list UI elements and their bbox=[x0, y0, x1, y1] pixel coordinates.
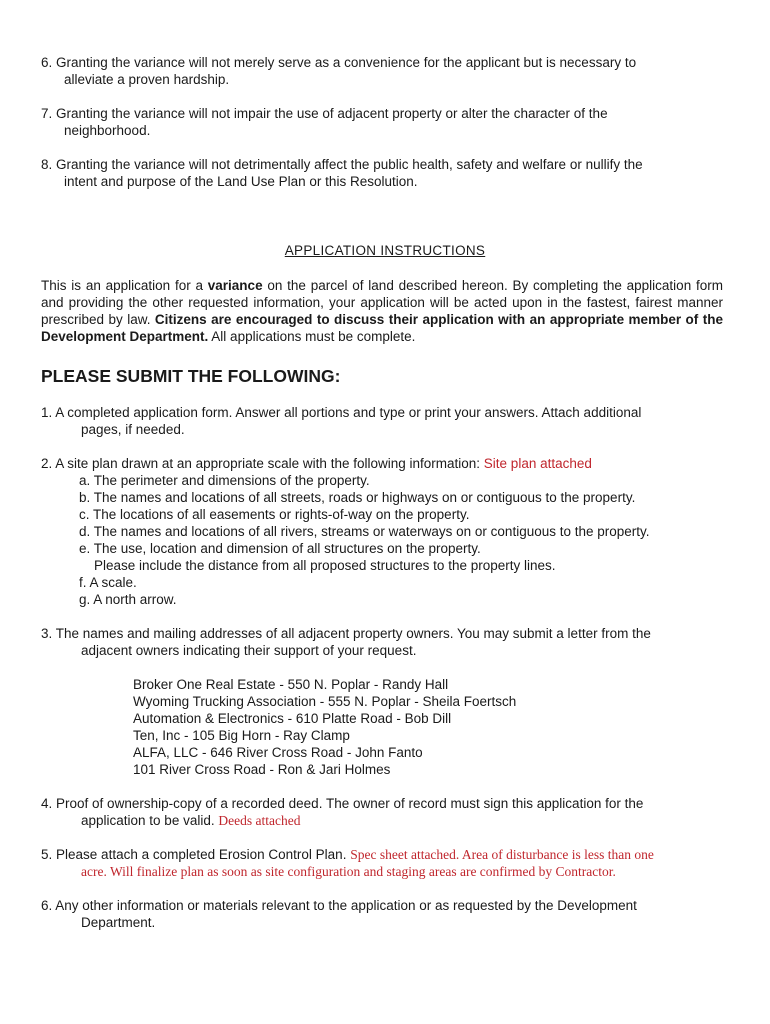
intro-text-2: on the parcel of land described hereon. By completing the application form and providing the other requested information, your application will be acted upon in the fastest, fairest manner prescribed by law. bbox=[41, 278, 723, 327]
item-number: 3. bbox=[41, 626, 53, 641]
adjacent-owner: Broker One Real Estate - 550 N. Poplar - Randy Hall bbox=[133, 677, 449, 692]
site-plan-subitem-e: e. The use, location and dimension of all structures on the property. bbox=[79, 541, 481, 556]
item-text-cont: pages, if needed. bbox=[81, 422, 185, 437]
site-plan-subitem-c: c. The locations of all easements or rights-of-way on the property. bbox=[79, 507, 470, 522]
site-plan-subitem-b: b. The names and locations of all streets, roads or highways on or contiguous to the property. bbox=[79, 490, 636, 505]
criterion-text-cont: alleviate a proven hardship. bbox=[64, 72, 230, 87]
intro-text-3: All applications must be complete. bbox=[208, 329, 416, 344]
application-instructions-heading: APPLICATION INSTRUCTIONS bbox=[284, 243, 486, 258]
criterion-number: 7. bbox=[41, 106, 53, 121]
adjacent-owners-list bbox=[41, 676, 723, 778]
item-text-cont: adjacent owners indicating their support of your request. bbox=[81, 643, 417, 658]
item-text-cont: application to be valid. bbox=[81, 813, 215, 828]
criterion-number: 8. bbox=[41, 157, 53, 172]
item-number: 4. bbox=[41, 796, 53, 811]
criterion-text: Granting the variance will not detrimentally affect the public health, safety and welfare or nullify the bbox=[56, 157, 643, 172]
submission-item-5 bbox=[41, 846, 723, 880]
submit-heading: PLEASE SUBMIT THE FOLLOWING: bbox=[41, 366, 341, 386]
item-number: 6. bbox=[41, 898, 53, 913]
submission-item-4 bbox=[41, 795, 723, 829]
item-text: A site plan drawn at an appropriate scale with the following information: bbox=[55, 456, 481, 471]
intro-bold-variance: variance bbox=[207, 278, 263, 293]
submission-item-2 bbox=[41, 455, 723, 608]
intro-bold-citizens: Citizens are encouraged to discuss their application with an appropriate member of the Development Department. bbox=[41, 312, 723, 344]
intro-text-1: This is an application for a bbox=[41, 278, 208, 293]
item-number: 1. bbox=[41, 405, 53, 420]
criterion-text-cont: neighborhood. bbox=[64, 123, 151, 138]
adjacent-owner: Wyoming Trucking Association - 555 N. Poplar - Sheila Foertsch bbox=[133, 694, 517, 709]
site-plan-subitem-d: d. The names and locations of all rivers, streams or waterways on or contiguous to the property. bbox=[79, 524, 650, 539]
criterion-number: 6. bbox=[41, 55, 53, 70]
submission-item-3 bbox=[41, 625, 723, 778]
item-text: A completed application form. Answer all portions and type or print your answers. Attach additional bbox=[55, 405, 642, 420]
adjacent-owner: Ten, Inc - 105 Big Horn - Ray Clamp bbox=[133, 728, 350, 743]
deeds-note: Deeds attached bbox=[218, 813, 301, 828]
item-text: The names and mailing addresses of all adjacent property owners. You may submit a letter from the bbox=[55, 626, 651, 641]
criterion-text-cont: intent and purpose of the Land Use Plan or this Resolution. bbox=[64, 174, 418, 189]
criterion-7 bbox=[41, 105, 731, 139]
adjacent-owner: ALFA, LLC - 646 River Cross Road - John Fanto bbox=[133, 745, 423, 760]
criterion-8 bbox=[41, 156, 731, 190]
item-text: Any other information or materials relevant to the application or as requested by the Development bbox=[55, 898, 637, 913]
site-plan-subitem-f: f. A scale. bbox=[79, 575, 137, 590]
criterion-text: Granting the variance will not impair the use of adjacent property or alter the character of the bbox=[56, 106, 608, 121]
item-number: 2. bbox=[41, 456, 53, 471]
site-plan-subitem-a: a. The perimeter and dimensions of the property. bbox=[79, 473, 370, 488]
site-plan-subitem-g: g. A north arrow. bbox=[79, 592, 177, 607]
erosion-plan-note: Spec sheet attached. Area of disturbance is less than one bbox=[350, 847, 654, 862]
adjacent-owner: 101 River Cross Road - Ron & Jari Holmes bbox=[133, 762, 391, 777]
instructions-paragraph bbox=[41, 277, 723, 345]
item-text-cont: Department. bbox=[81, 915, 156, 930]
site-plan-note: Site plan attached bbox=[483, 456, 592, 471]
variance-criteria-list bbox=[41, 54, 731, 207]
criterion-6 bbox=[41, 54, 731, 88]
submission-items-list bbox=[41, 404, 723, 948]
adjacent-owner: Automation & Electronics - 610 Platte Road - Bob Dill bbox=[133, 711, 452, 726]
criterion-text: Granting the variance will not merely serve as a convenience for the applicant but is necessary to bbox=[56, 55, 637, 70]
site-plan-subitem-e-cont: Please include the distance from all proposed structures to the property lines. bbox=[94, 558, 556, 573]
erosion-plan-note-cont: acre. Will finalize plan as soon as site configuration and staging areas are confirmed by Contractor. bbox=[81, 864, 616, 879]
submission-item-1 bbox=[41, 404, 723, 438]
item-number: 5. bbox=[41, 847, 53, 862]
item-text: Proof of ownership-copy of a recorded deed. The owner of record must sign this application for the bbox=[56, 796, 644, 811]
item-text: Please attach a completed Erosion Control Plan. bbox=[56, 847, 347, 862]
submission-item-6 bbox=[41, 897, 723, 931]
